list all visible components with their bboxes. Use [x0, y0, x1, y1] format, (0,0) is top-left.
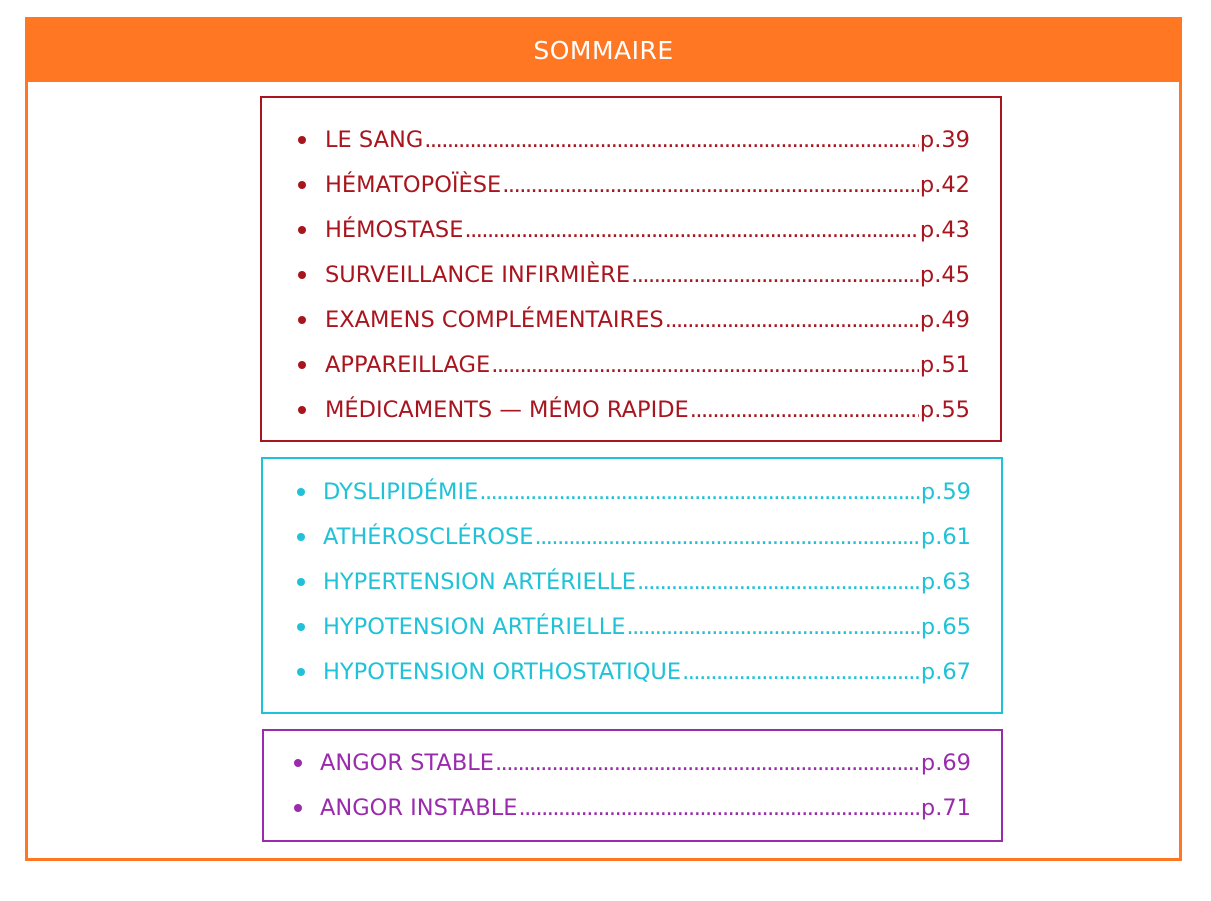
dot-leader [631, 262, 919, 288]
toc-item-label: HÉMATOPOÏÈSE [325, 171, 502, 198]
bullet-icon [298, 316, 306, 324]
bullet-icon [298, 361, 306, 369]
toc-item-page: p.49 [919, 306, 970, 333]
toc-item-label: APPAREILLAGE [325, 351, 491, 378]
toc-item[interactable] [263, 604, 1001, 649]
bullet-icon [298, 136, 306, 144]
toc-item-label: HÉMOSTASE [325, 216, 464, 243]
toc-item[interactable] [262, 252, 1000, 297]
toc-item-page: p.71 [920, 794, 971, 821]
dot-leader [479, 479, 920, 505]
bullet-icon [297, 623, 305, 631]
toc-item-page: p.55 [919, 396, 970, 423]
bullet-icon [294, 759, 302, 767]
toc-item[interactable] [264, 740, 1001, 785]
dot-leader [491, 352, 919, 378]
dot-leader [665, 307, 919, 333]
dot-leader [502, 172, 919, 198]
dot-leader [690, 397, 919, 423]
bullet-icon [298, 271, 306, 279]
toc-item[interactable] [263, 559, 1001, 604]
dot-leader [424, 127, 919, 153]
toc-item-page: p.67 [920, 658, 971, 685]
toc-item-page: p.45 [919, 261, 970, 288]
bullet-icon [297, 533, 305, 541]
toc-item-page: p.39 [919, 126, 970, 153]
dot-leader [464, 217, 918, 243]
toc-item-page: p.69 [920, 749, 971, 776]
section-cardiovascular [261, 457, 1003, 714]
toc-list [263, 459, 1001, 694]
toc-item-label: ANGOR INSTABLE [320, 794, 518, 821]
bullet-icon [297, 668, 305, 676]
toc-item-label: ANGOR STABLE [320, 749, 495, 776]
toc-item-page: p.43 [919, 216, 970, 243]
bullet-icon [298, 406, 306, 414]
toc-item-label: HYPERTENSION ARTÉRIELLE [323, 568, 636, 595]
toc-item-label: LE SANG [325, 126, 424, 153]
section-blood [260, 96, 1002, 442]
toc-list [262, 98, 1000, 432]
section-angina [262, 729, 1003, 842]
toc-item-label: HYPOTENSION ARTÉRIELLE [323, 613, 626, 640]
dot-leader [682, 659, 920, 685]
toc-item[interactable] [263, 469, 1001, 514]
summary-frame [25, 17, 1182, 861]
toc-item-page: p.59 [920, 478, 971, 505]
toc-item[interactable] [263, 514, 1001, 559]
dot-leader [626, 614, 919, 640]
toc-item-label: MÉDICAMENTS — MÉMO RAPIDE [325, 396, 689, 423]
toc-item[interactable] [262, 387, 1000, 432]
toc-item-page: p.42 [919, 171, 970, 198]
toc-item-label: EXAMENS COMPLÉMENTAIRES [325, 306, 664, 333]
dot-leader [518, 795, 919, 821]
toc-item-page: p.51 [919, 351, 970, 378]
toc-item-page: p.61 [920, 523, 971, 550]
toc-item-page: p.65 [920, 613, 971, 640]
toc-item-label: SURVEILLANCE INFIRMIÈRE [325, 261, 631, 288]
toc-item[interactable] [262, 117, 1000, 162]
toc-item-label: ATHÉROSCLÉROSE [323, 523, 534, 550]
bullet-icon [298, 226, 306, 234]
toc-item-label: DYSLIPIDÉMIE [323, 478, 479, 505]
toc-item-page: p.63 [920, 568, 971, 595]
toc-item[interactable] [262, 297, 1000, 342]
summary-title: SOMMAIRE [28, 20, 1179, 82]
toc-item-label: HYPOTENSION ORTHOSTATIQUE [323, 658, 682, 685]
bullet-icon [294, 804, 302, 812]
dot-leader [637, 569, 920, 595]
dot-leader [534, 524, 919, 550]
toc-list [264, 731, 1001, 830]
dot-leader [495, 750, 920, 776]
toc-item[interactable] [264, 785, 1001, 830]
bullet-icon [297, 578, 305, 586]
bullet-icon [297, 488, 305, 496]
toc-item[interactable] [262, 162, 1000, 207]
bullet-icon [298, 181, 306, 189]
toc-item[interactable] [262, 342, 1000, 387]
toc-item[interactable] [262, 207, 1000, 252]
toc-item[interactable] [263, 649, 1001, 694]
